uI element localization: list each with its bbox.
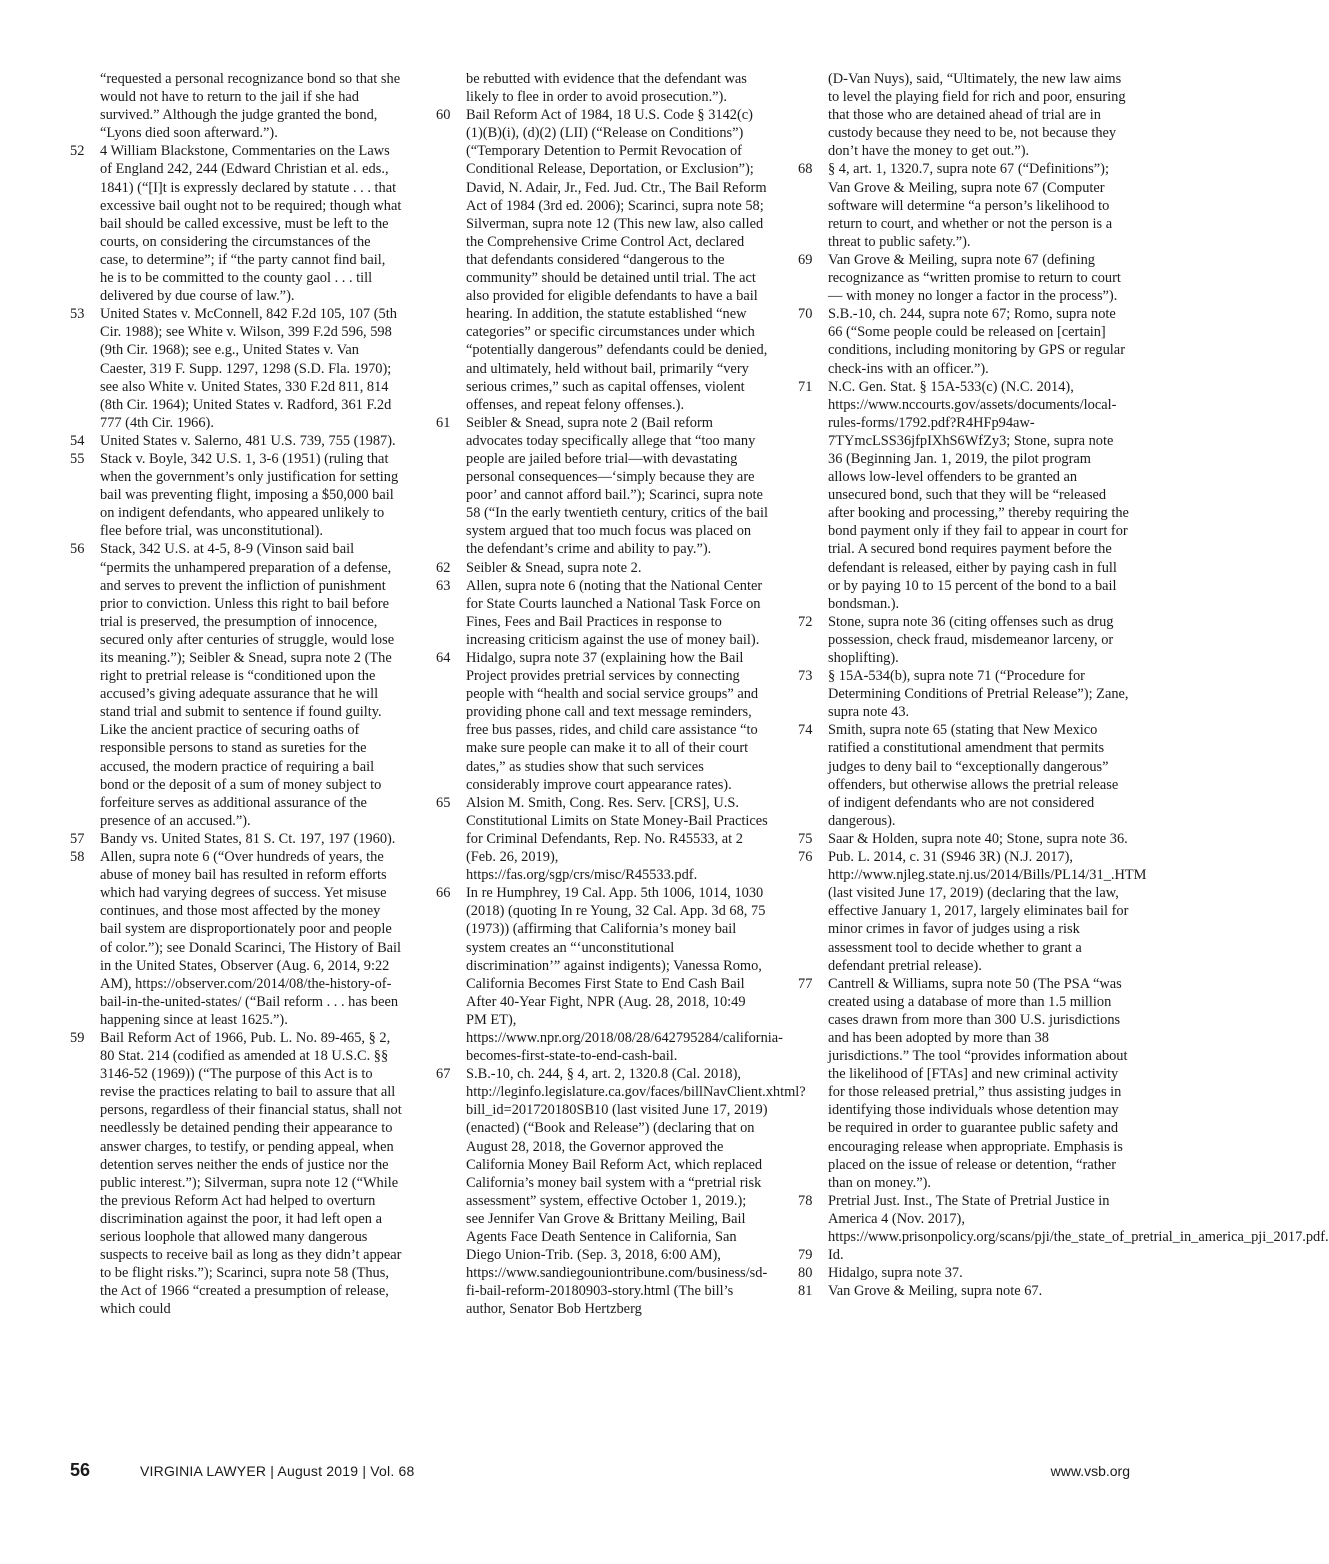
footnote-68 bbox=[798, 160, 1130, 250]
footnote-text: United States v. McConnell, 842 F.2d 105, 107 (5th Cir. 1988); see White v. Wilson, 399 F.2d 596, 598 (9th Cir. 1968); see e.g., United States v. Van Caester, 319 F. Supp. 1297, 1298 (S.D. Fla. 1970); see also White v. United States, 330 F.2d 811, 814 (8th Cir. 1964); United States v. Radford, 361 F.2d 777 (4th Cir. 1966). bbox=[100, 306, 397, 431]
footnote-57 bbox=[70, 830, 402, 848]
footnote-number: 75 bbox=[798, 830, 813, 847]
page-number: 56 bbox=[70, 1460, 91, 1480]
footnote-58 bbox=[70, 848, 402, 1029]
footnote-continuation bbox=[436, 70, 768, 106]
footnote-61 bbox=[436, 414, 768, 559]
footnote-text: (D-Van Nuys), said, “Ultimately, the new law aims to level the playing field for rich and poor, ensuring that those who are detained ahead of trial are in custody because they need to be, not because they don’t have the money to get out.”). bbox=[828, 71, 1126, 160]
footnote-78 bbox=[798, 1192, 1329, 1246]
footnote-text: Stack v. Boyle, 342 U.S. 1, 3-6 (1951) (ruling that when the government’s only justification for setting bail was preventing flight, imposing a $50,000 bail on indigent defendants, who appeared unlikely to flee before trial, was unconstitutional). bbox=[100, 450, 399, 540]
footnote-text: Hidalgo, supra note 37 (explaining how the Bail Project provides pretrial services by connecting people with “health and social service groups” and providing phone call and text message reminders, free bus passes, rides, and child care assistance “to make sure people can make it to all of their court dates,” as studies show that such services considerably improve court appearance rates). bbox=[466, 650, 759, 793]
footnote-continuation bbox=[70, 70, 402, 142]
footnote-number: 73 bbox=[798, 668, 813, 685]
footnote-number: 81 bbox=[798, 1283, 813, 1300]
footnote-text: Smith, supra note 65 (stating that New Mexico ratified a constitutional amendment that permits judges to deny bail to “exceptionally dangerous” offenders, but otherwise allows the pretrial release of indigent defendants who are not considered dangerous). bbox=[828, 722, 1119, 829]
footnote-text: Allen, supra note 6 (noting that the National Center for State Courts launched a National Task Force on Fines, Fees and Bail Practices in response to increasing criticism against the use of money bail). bbox=[466, 577, 763, 648]
footnote-81 bbox=[798, 1282, 1130, 1300]
footnote-text: In re Humphrey, 19 Cal. App. 5th 1006, 1014, 1030 (2018) (quoting In re Young, 32 Cal. App. 3d 68, 75 (1973)) (affirming that California’s money bail system creates an “‘unconstitutional discrimination’” against indigents); Vanessa Romo, California Becomes First State to End Cash Bail After 40-Year Fight, NPR (Aug. 28, 2018, 10:49 PM ET), https://www.npr.org/2018/08/28/642795284/california-becomes-first-state-to-end-cash-bail. bbox=[466, 885, 783, 1065]
footnote-text: Pretrial Just. Inst., The State of Pretrial Justice in America 4 (Nov. 2017), https://www.prisonpolicy.org/scans/pji/the_state_of_pretrial_in_america_pji_2017.pdf. bbox=[828, 1192, 1329, 1245]
footnote-number: 58 bbox=[70, 849, 85, 866]
footnote-text: Seibler & Snead, supra note 2 (Bail reform advocates today specifically allege that “too many people are jailed before trial—with devastating personal consequences—‘simply because they are poor’ and cannot afford bail.”); Scarinci, supra note 58 (“In the early twentieth century, critics of the bail system argued that too much focus was placed on the defendant’s crime and ability to pay.”). bbox=[466, 414, 768, 558]
footnote-number: 70 bbox=[798, 306, 813, 323]
footnote-number: 79 bbox=[798, 1247, 813, 1264]
footnote-number: 57 bbox=[70, 830, 85, 847]
footnote-text: Saar & Holden, supra note 40; Stone, supra note 36. bbox=[828, 830, 1128, 847]
footnote-60 bbox=[436, 106, 768, 414]
footnote-number: 68 bbox=[798, 161, 813, 178]
footnote-text: S.B.-10, ch. 244, supra note 67; Romo, supra note 66 (“Some people could be released on [certain] conditions, including monitoring by GPS or regular check-ins with an officer.”). bbox=[828, 306, 1125, 377]
footnote-74 bbox=[798, 721, 1130, 830]
footnote-75 bbox=[798, 830, 1130, 848]
footnote-continuation bbox=[798, 70, 1130, 160]
footnote-number: 59 bbox=[70, 1029, 85, 1046]
footnote-text: Stack, 342 U.S. at 4-5, 8-9 (Vinson said bail “permits the unhampered preparation of a defense, and serves to prevent the infliction of punishment prior to conviction. Unless this right to bail before trial is preserved, the presumption of innocence, secured only after centuries of struggle, would lose its meaning.”); Seibler & Snead, supra note 2 (The right to pretrial release is “conditioned upon the accused’s giving adequate assurance that he will stand trial and submit to sentence if found guilty. Like the ancient practice of securing oaths of responsible persons to stand as sureties for the accused, the modern practice of requiring a bail bond or the deposit of a sum of money subject to forfeiture serves as additional assurance of the presence of an accused.”). bbox=[100, 541, 395, 829]
footnote-text: § 4, art. 1, 1320.7, supra note 67 (“Definitions”); Van Grove & Meiling, supra note 67 (Computer software will determine “a person’s likelihood to return to court, and whether or not the person is a threat to public safety.”). bbox=[828, 161, 1113, 250]
footnote-number: 74 bbox=[798, 722, 813, 739]
footnote-text: N.C. Gen. Stat. § 15A-533(c) (N.C. 2014), https://www.nccourts.gov/assets/documents/local-rules-forms/1792.pdf?R4HFp94aw-7TYmcLSS36jfpIXhS6WfZy3; Stone, supra note 36 (Beginning Jan. 1, 2019, the pilot program allows low-level offenders to be granted an unsecured bond, such that they will be “released after booking and processing,” thereby requiring the bond payment only if they fail to appear in court for trial. A secured bond requires payment before the defendant is released, either by paying cash in full or by paying 10 to 15 percent of the bond to a bail bondsman.). bbox=[828, 378, 1129, 612]
footnote-number: 61 bbox=[436, 414, 451, 431]
footnote-text: United States v. Salerno, 481 U.S. 739, 755 (1987). bbox=[100, 432, 396, 449]
footnotes-column-1 bbox=[70, 70, 402, 1318]
footnote-77 bbox=[798, 975, 1130, 1192]
footnote-text: Van Grove & Meiling, supra note 67 (defining recognizance as “written promise to return to court— with money no longer a factor in the process”). bbox=[828, 251, 1121, 305]
footnote-number: 62 bbox=[436, 559, 451, 576]
footnote-text: S.B.-10, ch. 244, § 4, art. 2, 1320.8 (Cal. 2018), http://leginfo.legislature.ca.gov/faces/billNavClient.xhtml?bill_id=201720180SB10 (last visited June 17, 2019) (enacted) (“Book and Release”) (declaring that on August 28, 2018, the Governor approved the California Money Bail Reform Act, which replaced California’s money bail system with a “pretrial risk assessment” system, effective October 1, 2019.); see Jennifer Van Grove & Brittany Meiling, Bail Agents Face Death Sentence in California, San Diego Union-Trib. (Sep. 3, 2018, 6:00 AM), https://www.sandiegouniontribune.com/business/sd-fi-bail-reform-20180903-story.html (The bill’s author, Senator Bob Hertzberg bbox=[466, 1066, 806, 1318]
footnote-text: Cantrell & Williams, supra note 50 (The PSA “was created using a database of more than 1.5 million cases drawn from more than 300 U.S. jurisdictions and has been adopted by more than 38 jurisdictions.” The tool “provides information about the likelihood of [FTAs] and new criminal activity for those released pretrial,” thus assisting judges in identifying those individuals whose detention may be required in order to guarantee public safety and encouraging release when appropriate. Emphasis is placed on the issue of release or detention, “rather than on money.”). bbox=[828, 975, 1128, 1191]
footnote-number: 53 bbox=[70, 306, 85, 323]
footnote-text: be rebutted with evidence that the defendant was likely to flee in order to avoid prosecution.”). bbox=[466, 71, 747, 106]
footnote-number: 80 bbox=[798, 1265, 813, 1282]
footnote-number: 63 bbox=[436, 577, 451, 594]
footnotes-column-3 bbox=[798, 70, 1329, 1300]
footnote-number: 78 bbox=[798, 1192, 813, 1209]
footnote-text: “requested a personal recognizance bond so that she would not have to return to the jail if she had survived.” Although the judge granted the bond, “Lyons died soon afterward.”). bbox=[100, 71, 401, 142]
footnote-65 bbox=[436, 794, 768, 884]
footnote-text: Alsion M. Smith, Cong. Res. Serv. [CRS], U.S. Constitutional Limits on State Money-Bail Practices for Criminal Defendants, Rep. No. R45533, at 2 (Feb. 26, 2019), https://fas.org/sgp/crs/misc/R45533.pdf. bbox=[466, 794, 768, 884]
footnote-text: Allen, supra note 6 (“Over hundreds of years, the abuse of money bail has resulted in reform efforts which had varying degrees of success. Yet misuse continues, and those most affected by the money bail system are disproportionately poor and people of color.”); see Donald Scarinci, The History of Bail in the United States, Observer (Aug. 6, 2014, 9:22 AM), https://observer.com/2014/08/the-history-of-bail-in-the-united-states/ (“Bail reform . . . has been happening since at least 1625.”). bbox=[100, 849, 402, 1028]
footnote-66 bbox=[436, 884, 783, 1065]
footnote-text: Bail Reform Act of 1966, Pub. L. No. 89-465, § 2, 80 Stat. 214 (codified as amended at 18 U.S.C. §§ 3146-52 (1969)) (“The purpose of this Act is to revise the practices relating to bail to assure that all persons, regardless of their financial status, shall not needlessly be detained pending their appearance to answer charges, to testify, or pending appeal, when detention serves neither the ends of justice nor the public interest.”); Silverman, supra note 12 (“While the previous Reform Act had helped to overturn discrimination against the poor, it had left open a serious loophole that allowed many dangerous suspects to receive bail as long as they didn’t appear to be flight risks.”); Scarinci, supra note 58 (Thus, the Act of 1966 “created a presumption of release, which could bbox=[100, 1029, 402, 1318]
footnote-number: 55 bbox=[70, 450, 85, 467]
publication-info: VIRGINIA LAWYER | August 2019 | Vol. 68 bbox=[140, 1463, 415, 1479]
footnote-55 bbox=[70, 450, 402, 540]
footnote-number: 77 bbox=[798, 975, 813, 992]
footnote-text: § 15A-534(b), supra note 71 (“Procedure for Determining Conditions of Pretrial Release”); Zane, supra note 43. bbox=[828, 668, 1129, 721]
footnote-number: 54 bbox=[70, 432, 85, 449]
footnote-73 bbox=[798, 667, 1130, 721]
footnote-text: 4 William Blackstone, Commentaries on the Laws of England 242, 244 (Edward Christian et al. eds., 1841) (“[I]t is expressly declared by statute . . . that excessive bail ought not to be required; though what bail should be called excessive, must be left to the courts, on considering the circumstances of the case, to determine”; if “the party cannot find bail, he is to be committed to the county gaol . . . till delivered by due course of law.”). bbox=[100, 143, 402, 305]
footnote-text: Hidalgo, supra note 37. bbox=[828, 1265, 963, 1282]
footnote-63 bbox=[436, 577, 768, 649]
footnote-text: Van Grove & Meiling, supra note 67. bbox=[828, 1283, 1043, 1300]
footnote-79 bbox=[798, 1246, 1130, 1264]
footnote-text: Pub. L. 2014, c. 31 (S946 3R) (N.J. 2017), http://www.njleg.state.nj.us/2014/Bills/PL14/31_.HTM (last visited June 17, 2019) (declaring that the law, effective January 1, 2017, largely eliminates bail for minor crimes in favor of judges using a risk assessment tool to decide whether to grant a defendant pretrial release). bbox=[828, 849, 1147, 974]
footnote-number: 76 bbox=[798, 849, 813, 866]
website-link[interactable]: www.vsb.org bbox=[1050, 1463, 1130, 1479]
footnote-text: Stone, supra note 36 (citing offenses such as drug possession, check fraud, misdemeanor larceny, or shoplifting). bbox=[828, 613, 1114, 666]
footnote-number: 65 bbox=[436, 794, 451, 811]
footnote-number: 64 bbox=[436, 650, 451, 666]
footnote-53 bbox=[70, 305, 402, 432]
footnote-number: 67 bbox=[436, 1066, 451, 1083]
footnote-number: 66 bbox=[436, 885, 451, 902]
footnote-62 bbox=[436, 559, 768, 577]
footnote-text: Bail Reform Act of 1984, 18 U.S. Code § 3142(c)(1)(B)(i), (d)(2) (LII) (“Release on Conditions”) (“Temporary Detention to Permit Revocation of Conditional Release, Deportation, or Exclusion”); David, N. Adair, Jr., Fed. Jud. Ctr., The Bail Reform Act of 1984 (3rd ed. 2006); Scarinci, supra note 58; Silverman, supra note 12 (This new law, also called the Comprehensive Crime Control Act, declared that defendants considered “dangerous to the community” should be detained until trial. The act also provided for eligible defendants to have a bail hearing. In addition, the statute established “new categories” or specific circumstances under which “potentially dangerous” defendants could be denied, and ultimately, held without bail, primarily “very serious crimes,” such as capital offenses, violent offenses, and repeat felony offenses.). bbox=[466, 107, 768, 413]
footnote-number: 56 bbox=[70, 541, 85, 558]
footnote-number: 69 bbox=[798, 251, 813, 268]
footnote-text: Bandy vs. United States, 81 S. Ct. 197, 197 (1960). bbox=[100, 830, 396, 847]
footnote-text: Id. bbox=[828, 1247, 844, 1264]
footnote-76 bbox=[798, 848, 1147, 975]
footnote-70 bbox=[798, 305, 1130, 377]
footnote-number: 52 bbox=[70, 143, 85, 160]
footnote-number: 72 bbox=[798, 613, 813, 630]
footnote-59 bbox=[70, 1029, 402, 1319]
page-footer bbox=[70, 1460, 1130, 1484]
footnote-64 bbox=[436, 649, 768, 794]
footnote-71 bbox=[798, 378, 1130, 613]
footnote-69 bbox=[798, 251, 1130, 305]
footnote-text: Seibler & Snead, supra note 2. bbox=[466, 559, 642, 576]
footnote-56 bbox=[70, 540, 402, 830]
footnote-80 bbox=[798, 1264, 1130, 1282]
footnote-54 bbox=[70, 432, 402, 450]
footnote-number: 71 bbox=[798, 378, 813, 395]
footnote-52 bbox=[70, 142, 402, 305]
footnote-number: 60 bbox=[436, 107, 451, 124]
footnote-72 bbox=[798, 613, 1130, 667]
